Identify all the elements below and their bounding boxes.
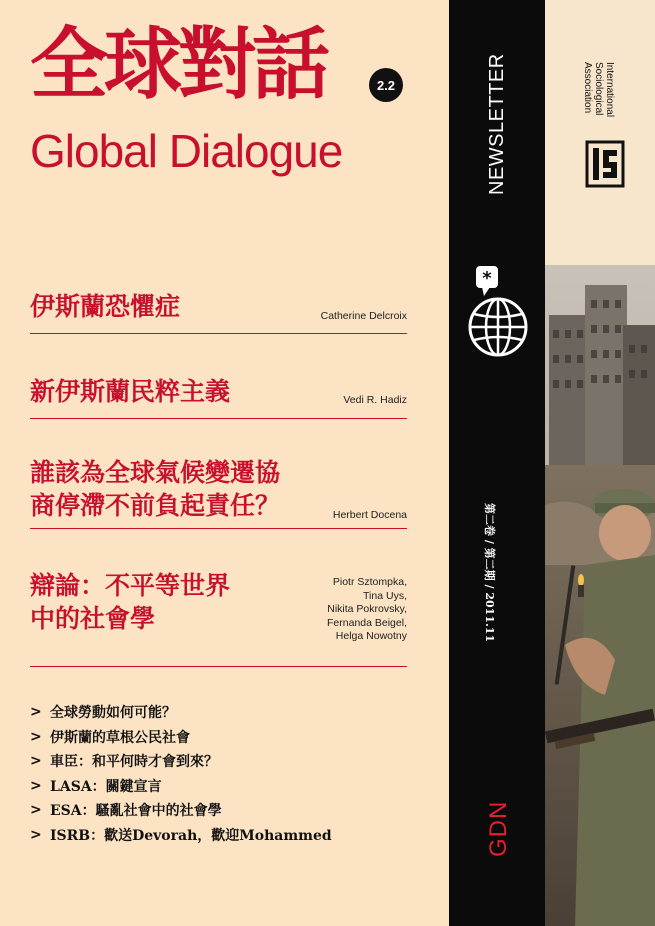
- masthead-title-cn: 全球對話: [30, 19, 327, 110]
- article-title: [30, 456, 280, 522]
- list-item-text: ESA：騷亂社會中的社會學: [50, 803, 222, 820]
- article-title-line: 誰該為全球氣候變遷協: [30, 458, 281, 487]
- list-item[interactable]: [30, 823, 332, 848]
- list-item-text: ISRB：歡送Devorah，歡迎Mohammed: [50, 827, 332, 844]
- chevron-right-icon: >: [30, 704, 42, 721]
- article-title: [30, 290, 180, 323]
- article-title-line: 新伊斯蘭民粹主義: [30, 377, 231, 406]
- newsletter-text: [483, 167, 511, 195]
- more-articles-list: [30, 700, 332, 847]
- isa-logo-icon: [585, 140, 625, 188]
- list-item-text: 伊斯蘭的草根公民社會: [50, 729, 190, 746]
- article-author: Catherine Delcroix: [320, 310, 407, 322]
- article-author: Piotr Sztompka,: [332, 576, 407, 588]
- volume-issue-label: 第二卷 / 第二期 / 2011.11: [483, 503, 496, 643]
- article-authors: [343, 394, 407, 408]
- chevron-right-icon: >: [30, 753, 42, 770]
- article-author: Fernanda Beigel,: [327, 616, 407, 629]
- isa-name-line: International: [604, 62, 615, 118]
- list-item[interactable]: [30, 798, 332, 823]
- article-author: Tina Uys,: [363, 589, 407, 602]
- list-item[interactable]: [30, 749, 332, 774]
- svg-text:*: *: [482, 268, 492, 289]
- isa-name: [582, 62, 615, 117]
- article-title-line: 中的社會學: [30, 604, 156, 633]
- article-title-line: 商停滯不前負起責任？: [30, 491, 281, 520]
- isa-name-line: Sociological: [593, 62, 604, 116]
- article-authors: [327, 576, 407, 644]
- article-title: [30, 375, 230, 408]
- globe-speech-icon: [462, 264, 534, 360]
- list-item-text: LASA：關鍵宣言: [50, 778, 162, 795]
- list-item-text: 車臣：和平何時才會到來？: [50, 754, 218, 771]
- isa-name-line: Association: [582, 62, 593, 114]
- list-item-text: 全球勞動如何可能？: [50, 705, 176, 722]
- article-title-line: 辯論：不平等世界: [30, 571, 231, 600]
- article-authors: [321, 310, 407, 324]
- masthead-title-en: Global Dialogue: [30, 125, 343, 177]
- article-author: Vedi R. Hadiz: [343, 394, 407, 406]
- article-block[interactable]: [30, 454, 407, 529]
- article-title-line: 伊斯蘭恐懼症: [30, 292, 181, 321]
- chevron-right-icon: >: [30, 728, 42, 745]
- article-author: Helga Nowotny: [335, 630, 407, 642]
- chevron-right-icon: >: [30, 826, 42, 843]
- gdn-label: GDN: [485, 800, 512, 857]
- article-title: [30, 569, 230, 635]
- list-item[interactable]: [30, 725, 332, 750]
- article-block[interactable]: [30, 288, 407, 334]
- article-block[interactable]: [30, 566, 407, 667]
- article-authors: [333, 509, 407, 523]
- issue-badge: 2.2: [369, 68, 403, 102]
- cover-photo-image: [545, 265, 655, 926]
- article-block[interactable]: [30, 372, 407, 419]
- list-item[interactable]: [30, 700, 332, 725]
- cover-photo: [545, 265, 655, 926]
- isa-panel: [545, 0, 655, 265]
- list-item[interactable]: [30, 774, 332, 799]
- chevron-right-icon: >: [30, 802, 42, 819]
- chevron-right-icon: >: [30, 777, 42, 794]
- article-author: Nikita Pokrovsky,: [327, 603, 407, 615]
- article-author: Herbert Docena: [332, 509, 407, 521]
